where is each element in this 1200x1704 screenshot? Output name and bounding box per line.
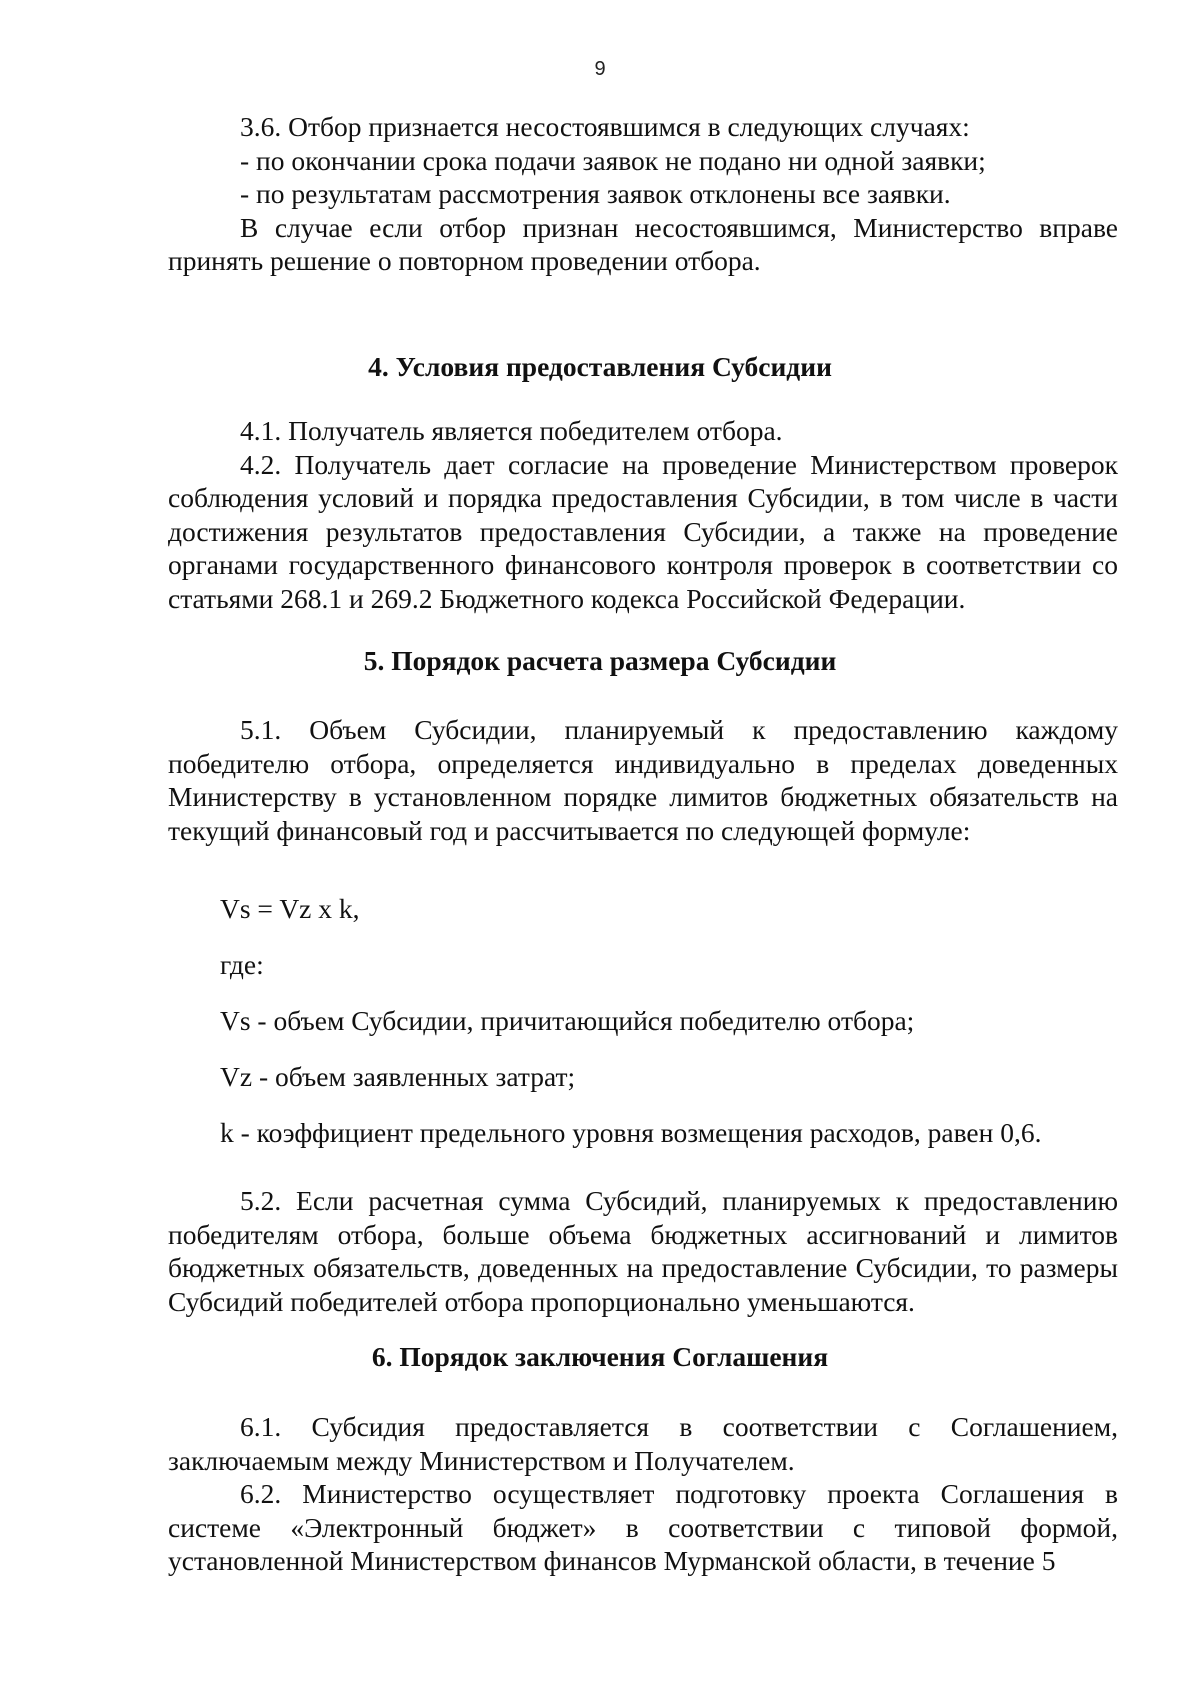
definition-k: k - коэффициент предельного уровня возмещения расходов, равен 0,6. xyxy=(220,1117,1042,1148)
section-5-1-block xyxy=(168,713,1118,847)
item-3-6: 3.6. Отбор признается несостоявшимся в следующих случаях: xyxy=(240,111,970,142)
section-6-title: 6. Порядок заключения Соглашения xyxy=(371,1341,829,1372)
item-5-1: 5.1. Объем Субсидии, планируемый к предоставлению каждому победителю отбора, определяется индивидуально в пределах доведенных Министерству в установленном порядке лимитов бюджетных обязательств на текущий финансовый год и рассчитывается по следующей формуле: xyxy=(168,714,1118,846)
section-3-note: В случае если отбор признан несостоявшимся, Министерство вправе принять решение о повторном проведении отбора. xyxy=(168,211,1118,276)
item-4-1: 4.1. Получатель является победителем отбора. xyxy=(240,415,783,446)
section-5-2-block xyxy=(168,1184,1118,1318)
case-1: - по окончании срока подачи заявок не подано ни одной заявки; xyxy=(240,144,986,176)
formula-where: где: xyxy=(220,949,264,980)
item-4-2: 4.2. Получатель дает согласие на проведение Министерством проверок соблюдения условий и порядка предоставления Субсидии, в том числе в части достижения результатов предоставления Субсидии, а также на проведение органами государственного финансового контроля проверок в соответствии со статьями 268.1 и 269.2 Бюджетного кодекса Российской Федерации. xyxy=(168,448,1118,614)
item-6-1: 6.1. Субсидия предоставляется в соответствии с Соглашением, заключаемым между Министерством и Получателем. xyxy=(168,1411,1118,1476)
item-5-2: 5.2. Если расчетная сумма Субсидий, планируемых к предоставлению победителям отбора, больше объема бюджетных ассигнований и лимитов бюджетных обязательств, доведенных на предоставление Субсидии, то размеры Субсидий победителей отбора пропорционально уменьшаются. xyxy=(168,1185,1118,1317)
section-4-title: 4. Условия предоставления Субсидии xyxy=(368,351,832,382)
formula: Vs = Vz x k, xyxy=(220,893,360,924)
section-6-block xyxy=(168,1410,1118,1578)
section-4-block xyxy=(168,414,1118,615)
section-3-6-block xyxy=(168,110,1118,278)
item-6-2: 6.2. Министерство осуществляет подготовку проекта Соглашения в системе «Электронный бюджет» в соответствии с типовой формой, установленной Министерством финансов Мурманской области, в течение 5 xyxy=(168,1478,1118,1576)
definition-vs: Vs - объем Субсидии, причитающийся победителю отбора; xyxy=(220,1005,915,1036)
definition-vz: Vz - объем заявленных затрат; xyxy=(220,1061,576,1092)
case-2: - по результатам рассмотрения заявок отклонены все заявки. xyxy=(240,178,951,209)
page-number: 9 xyxy=(594,58,606,80)
section-5-title: 5. Порядок расчета размера Субсидии xyxy=(363,645,837,676)
